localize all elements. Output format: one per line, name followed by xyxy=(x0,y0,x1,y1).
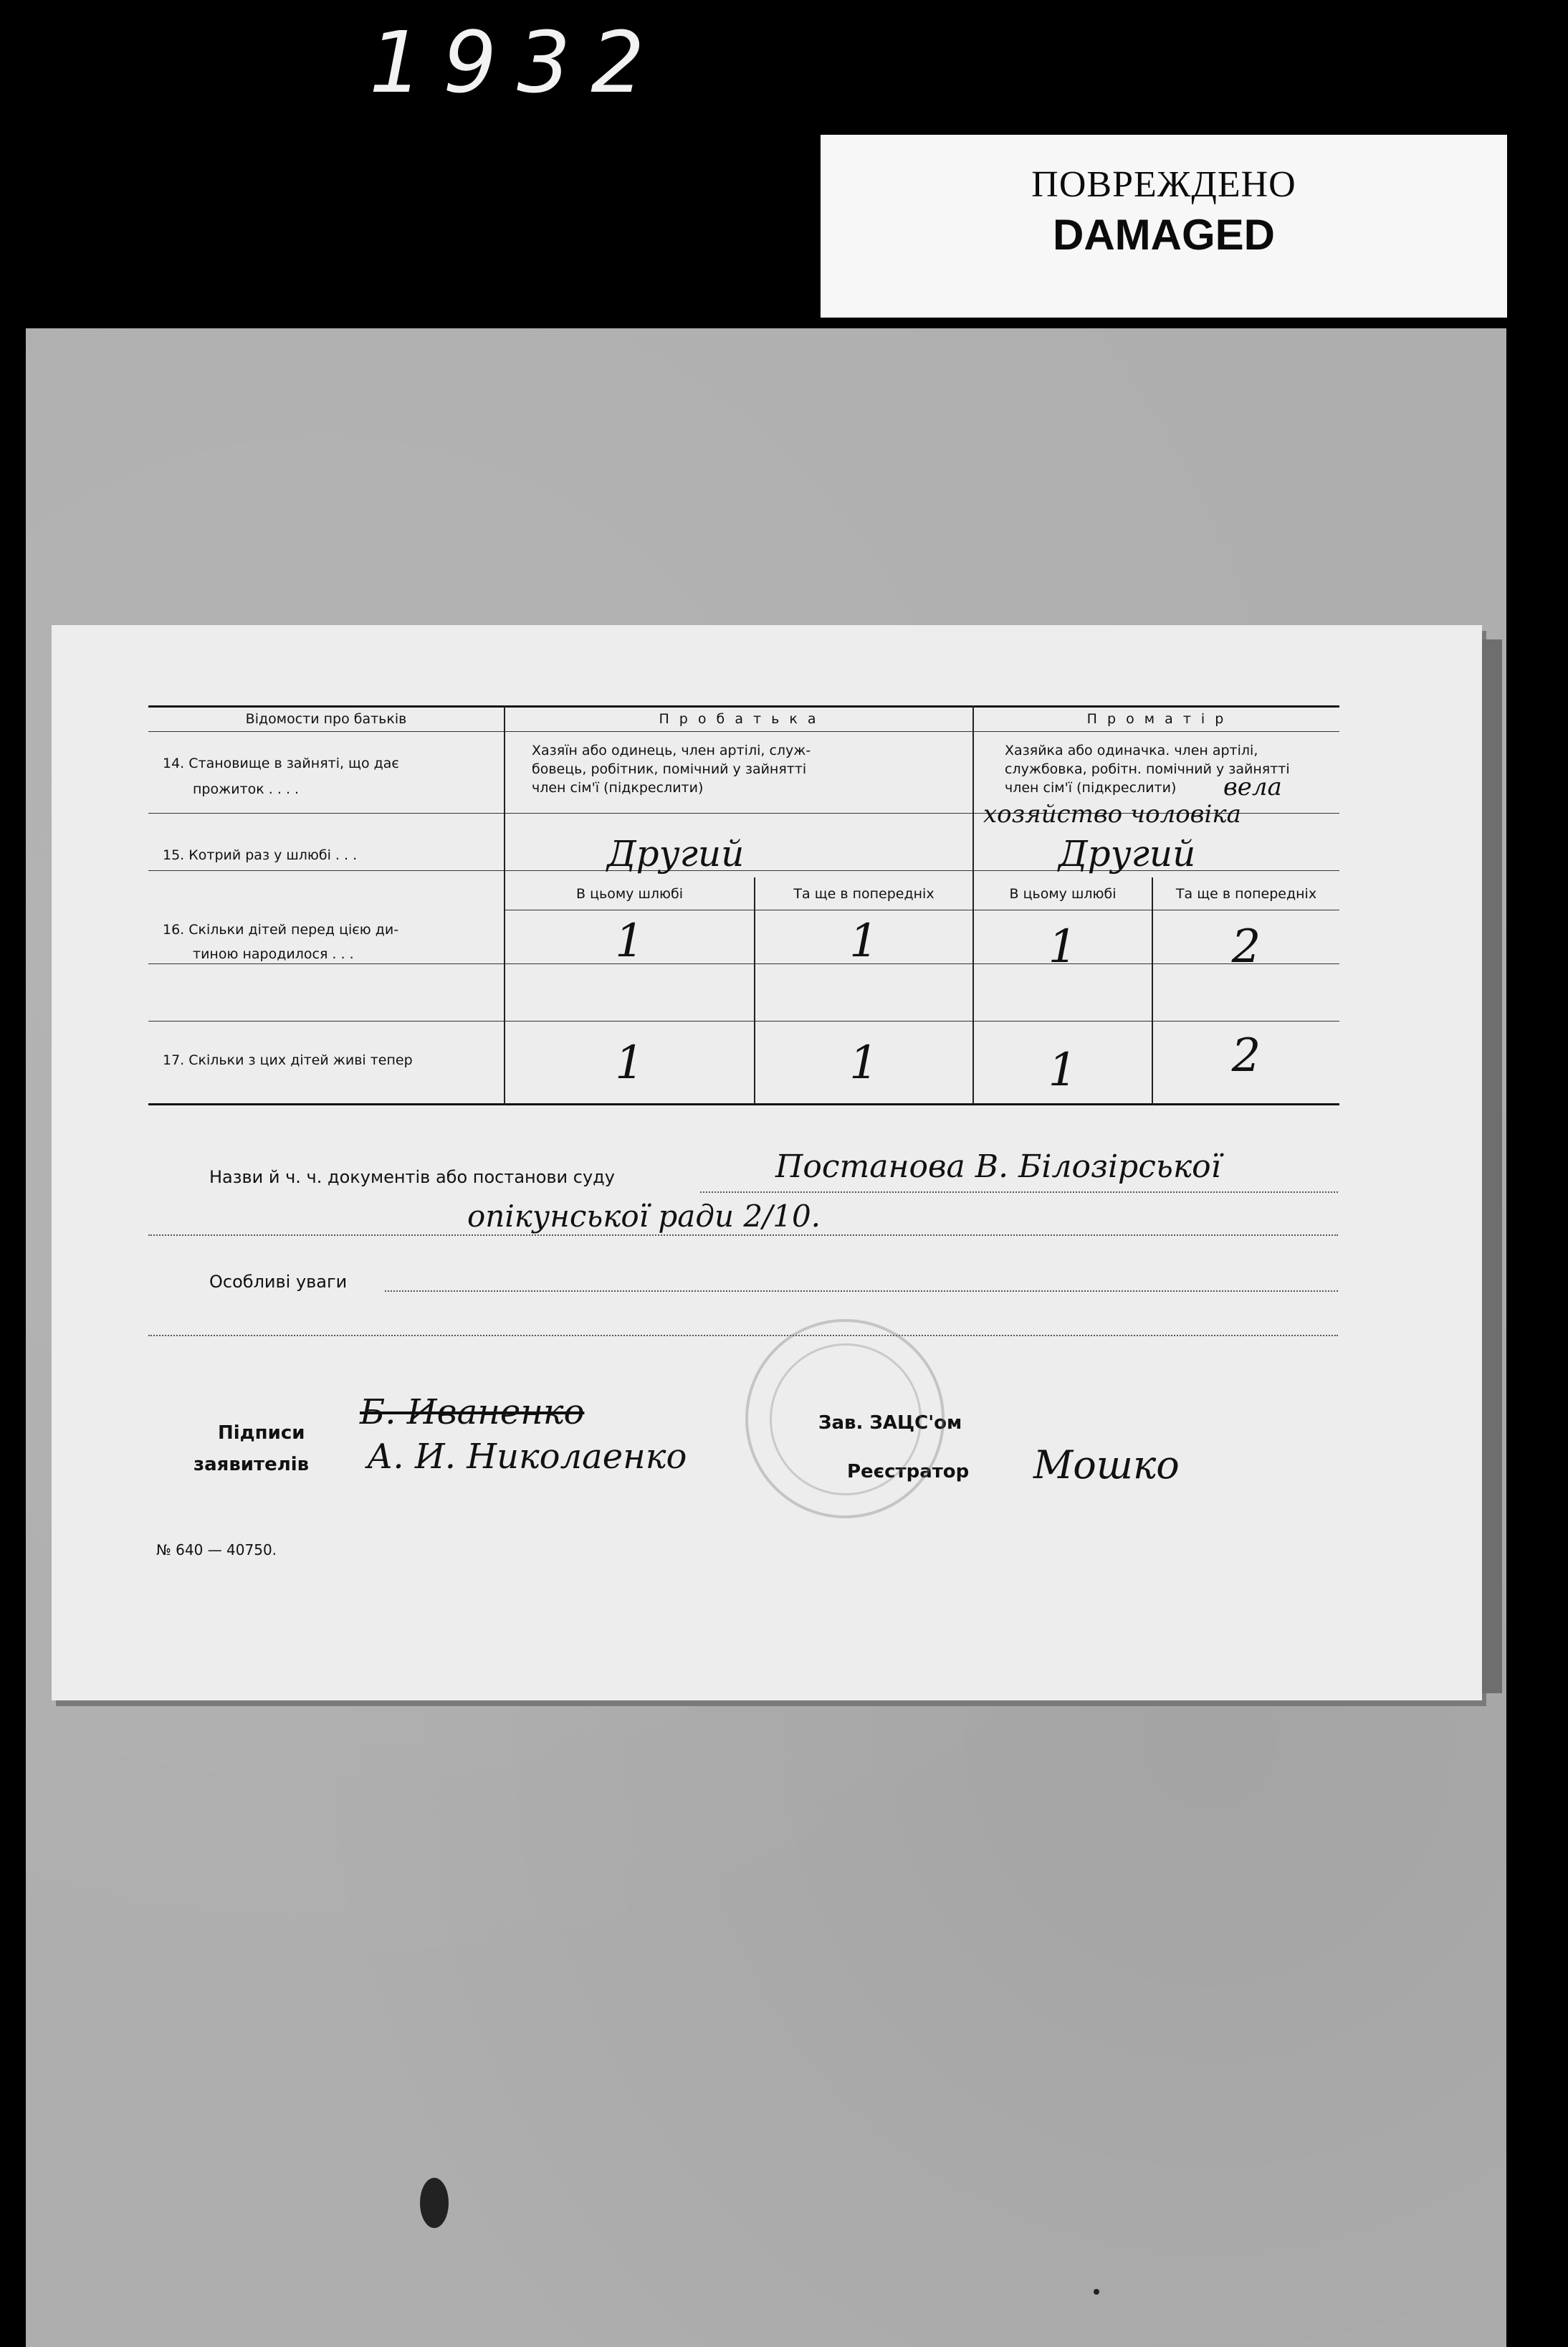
notes-line-2 xyxy=(148,1335,1338,1336)
record-card xyxy=(52,625,1482,1700)
ink-spot xyxy=(1094,2289,1099,2295)
row15-father-handwritten: Другий xyxy=(607,833,745,875)
applicant-signature-2: А. И. Николаенко xyxy=(367,1437,687,1477)
documents-line-2 xyxy=(148,1234,1338,1236)
table-rule xyxy=(148,1021,1339,1022)
table-bottom-rule xyxy=(148,1103,1339,1105)
row14-father-3: член сім'ї (підкреслити) xyxy=(532,780,704,796)
header-info: Відомости про батьків xyxy=(245,711,407,727)
row16-value: 1 xyxy=(849,915,879,968)
zags-head-label: Зав. ЗАЦС'ом xyxy=(818,1412,962,1434)
row14-label-1: 14. Становище в зайняті, що дає xyxy=(163,756,399,771)
row17-label: 17. Скільки з цих дітей живі тепер xyxy=(163,1052,413,1068)
ink-spot xyxy=(420,2178,449,2228)
row14-mother-1: Хазяйка або одиначка. член артілі, xyxy=(1005,743,1258,758)
documents-handwritten-1: Постанова В. Білозірської xyxy=(775,1148,1221,1185)
row16-value: 1 xyxy=(1048,920,1078,973)
header-mother: П р о м а т і р xyxy=(1086,711,1227,727)
signatures-label-2: заявителів xyxy=(193,1454,310,1475)
documents-label: Назви й ч. ч. документів або постанови суду xyxy=(209,1167,615,1187)
year-handwritten: 1932 xyxy=(369,13,665,112)
documents-line-1 xyxy=(700,1191,1338,1193)
row17-value: 1 xyxy=(615,1037,644,1090)
table-top-rule xyxy=(148,705,1339,708)
row16-value: 1 xyxy=(615,915,644,968)
damaged-label-en: DAMAGED xyxy=(1053,211,1275,259)
notes-label: Особливі уваги xyxy=(209,1272,348,1292)
row14-mother-2: службовка, робітн. помічний у зайнятті xyxy=(1005,761,1290,777)
header-father: П р о б а т ь к а xyxy=(659,711,819,727)
row14-label-2: прожиток . . . . xyxy=(193,781,300,797)
subheader-father-this: В цьому шлюбі xyxy=(576,886,683,902)
row14-mother-handwritten-1: вела xyxy=(1223,773,1282,801)
official-stamp xyxy=(745,1319,945,1518)
applicant-signature-1: Б. Иваненко xyxy=(360,1392,585,1432)
subheader-mother-prev: Та ще в попередніх xyxy=(1175,886,1317,902)
row16-label-1: 16. Скільки дітей перед цією ди- xyxy=(163,922,399,938)
row14-father-1: Хазяїн або одинець, член артілі, служ- xyxy=(532,743,811,758)
row15-mother-handwritten: Другий xyxy=(1058,833,1196,875)
form-number: № 640 — 40750. xyxy=(156,1541,277,1558)
row16-value: 2 xyxy=(1231,920,1261,973)
registrar-label: Реєстратор xyxy=(847,1461,970,1482)
row14-mother-handwritten-2: хозяйство чоловіка xyxy=(983,800,1241,829)
documents-handwritten-2: опікунської ради 2/10. xyxy=(467,1199,821,1234)
official-stamp-inner xyxy=(770,1343,922,1495)
row17-value: 1 xyxy=(1048,1044,1078,1097)
row16-label-2: тиною народилося . . . xyxy=(193,946,354,962)
row15-label: 15. Котрий раз у шлюбі . . . xyxy=(163,847,358,863)
damaged-label xyxy=(821,135,1507,318)
row17-value: 1 xyxy=(849,1037,879,1090)
row17-value: 2 xyxy=(1231,1029,1261,1082)
damaged-label-ua: ПОВРЕЖДЕНО xyxy=(1031,164,1296,205)
registrar-signature: Мошко xyxy=(1033,1442,1180,1487)
subheader-father-prev: Та ще в попередніх xyxy=(793,886,934,902)
subheader-mother-this: В цьому шлюбі xyxy=(1009,886,1117,902)
table-rule xyxy=(148,731,1339,732)
card-edge-shadow xyxy=(1482,639,1502,1693)
row14-mother-3: член сім'ї (підкреслити) xyxy=(1005,780,1177,796)
signatures-label-1: Підписи xyxy=(218,1422,305,1444)
row14-father-2: бовець, робітник, помічний у зайнятті xyxy=(532,761,807,777)
parents-table xyxy=(148,705,1339,1107)
notes-line-1 xyxy=(385,1290,1338,1292)
